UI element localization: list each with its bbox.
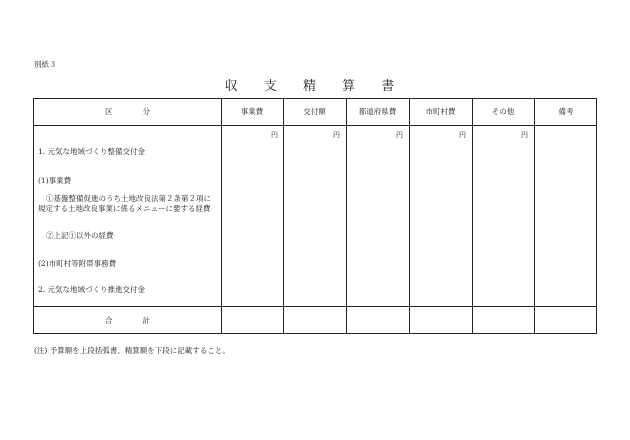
- row-item-1-1-b: ②上記①以外の経費: [46, 231, 114, 240]
- row-item-2: 2. 元気な地域づくり推進交付金: [38, 285, 146, 294]
- unit-label: 円: [521, 131, 528, 139]
- total-label: 合 計: [105, 316, 150, 325]
- column-divider: [346, 99, 347, 333]
- column-divider: [283, 99, 284, 333]
- column-divider: [409, 99, 410, 333]
- row-item-1: 1. 元気な地域づくり整備交付金: [38, 147, 146, 156]
- header-divider: [34, 125, 596, 126]
- header-category: 区 分: [105, 107, 150, 116]
- annex-label: 別紙３: [34, 60, 57, 69]
- header-project-cost: 事業費: [240, 107, 264, 116]
- total-divider: [34, 306, 596, 307]
- footnote: (注) 予算額を上段括弧書、精算額を下段に記載すること。: [34, 346, 230, 355]
- header-grant-amount: 交付額: [303, 107, 326, 116]
- header-municipal-cost: 市町村費: [425, 107, 456, 116]
- unit-label: 円: [459, 131, 466, 139]
- unit-label: 円: [271, 131, 278, 139]
- column-divider: [534, 99, 535, 333]
- header-remarks: 備考: [558, 107, 574, 116]
- unit-label: 円: [333, 131, 340, 139]
- settlement-table: [33, 98, 597, 334]
- header-prefecture-cost: 都道府県費: [358, 107, 397, 116]
- row-item-1-1: (1)事業費: [38, 176, 72, 185]
- unit-label: 円: [396, 131, 403, 139]
- document-title: 収 支 精 算 書: [224, 79, 406, 94]
- row-item-1-1-a: ①基盤整備促進のうち土地改良法第２条第２項に規定する土地改良事業に係るメニューに要する経費: [38, 194, 211, 213]
- column-divider: [472, 99, 473, 333]
- column-divider: [221, 99, 222, 333]
- header-other: その他: [491, 107, 515, 116]
- row-item-1-2: (2)市町村等附帯事務費: [38, 259, 117, 268]
